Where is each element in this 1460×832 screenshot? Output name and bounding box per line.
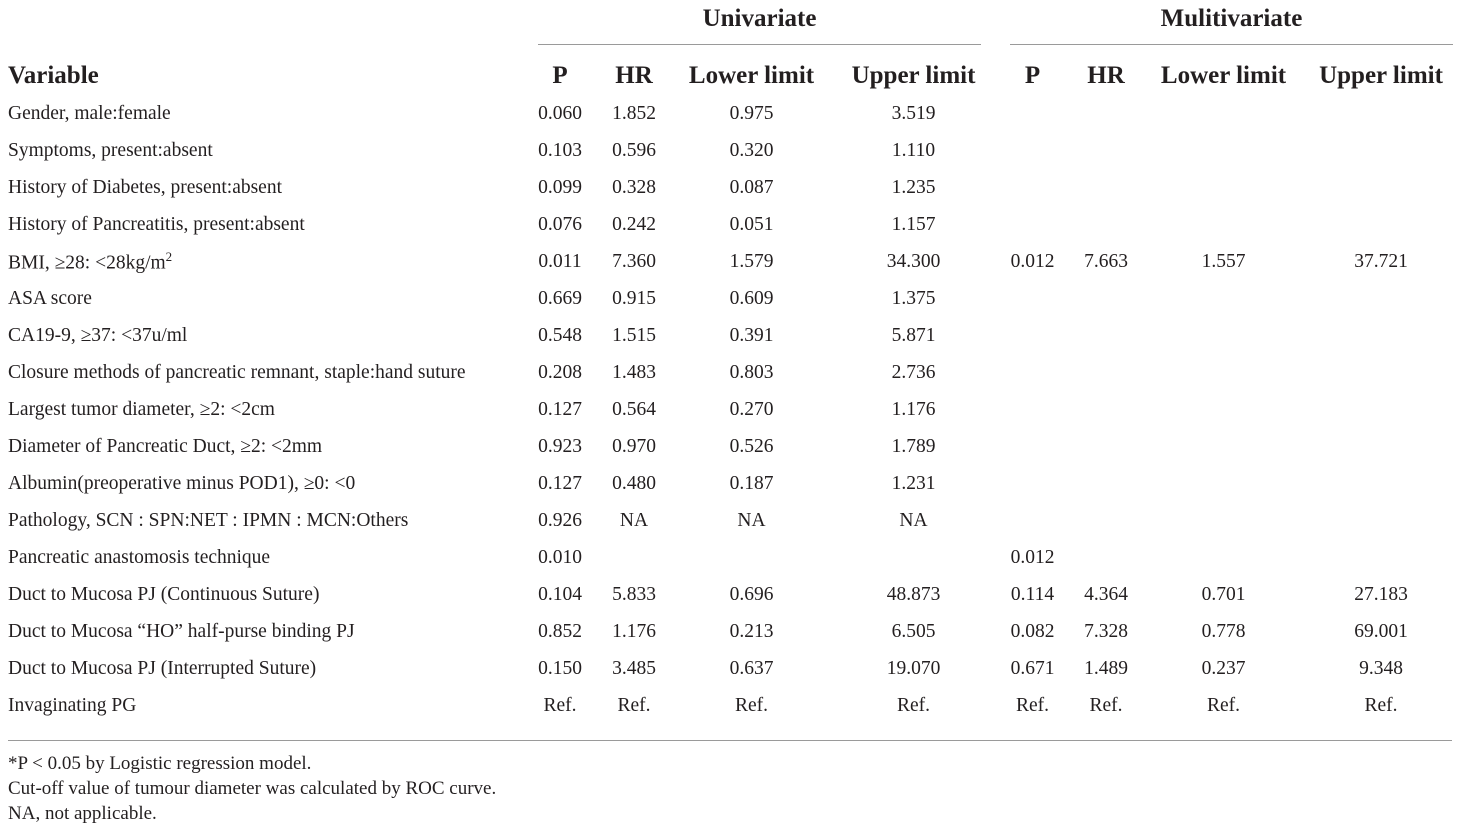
multivariate-p-cell [998,169,1067,206]
variable-label: Albumin(preoperative minus POD1), ≥0: <0 [8,472,356,494]
univariate-lower-cell: 0.803 [729,361,774,383]
footnote-significance: *P < 0.05 by Logistic regression model. [8,753,312,774]
table-body [0,95,1460,724]
table-bottom-rule [8,740,1452,741]
table-row [0,687,1460,724]
variable-cell [0,317,526,354]
univariate-hr-cell: 5.833 [612,583,656,605]
univariate-p-cell: 0.104 [538,583,582,605]
univariate-p-cell: 0.669 [538,287,582,309]
univariate-p-cell: 0.076 [538,213,582,235]
table-row [0,280,1460,317]
univariate-p-cell: 0.208 [538,361,582,383]
variable-cell [0,391,526,428]
multivariate-lower-cell [1145,354,1302,391]
header-variable: Variable [8,62,99,89]
footnote-na: NA, not applicable. [8,803,157,824]
variable-label: Closure methods of pancreatic remnant, staple:hand suture [8,361,466,383]
table-row [0,317,1460,354]
variable-cell [0,206,526,243]
multivariate-hr-cell: 4.364 [1084,583,1128,605]
superscript: 2 [165,248,173,264]
multivariate-p-cell: 0.012 [1010,546,1055,568]
multivariate-hr-cell [1067,169,1145,206]
univariate-lower-cell: 0.609 [729,287,774,309]
univariate-p-cell: 0.923 [538,435,582,457]
variable-label: Pancreatic anastomosis technique [8,546,271,568]
column-header-row [0,57,1460,95]
univariate-upper-cell: 1.789 [891,435,936,457]
multivariate-p-cell [998,317,1067,354]
variable-cell [0,428,526,465]
univariate-upper-cell [829,539,998,576]
multivariate-hr-cell [1067,391,1145,428]
multivariate-hr-cell: 7.328 [1084,620,1128,642]
multivariate-lower-cell [1145,317,1302,354]
univariate-hr-cell: 1.176 [612,620,656,642]
variable-cell [0,687,526,724]
variable-label: CA19-9, ≥37: <37u/ml [8,324,188,346]
table-row [0,428,1460,465]
univariate-upper-cell: 1.157 [891,213,936,235]
univariate-upper-cell: NA [899,509,928,531]
univariate-hr-cell: 1.483 [612,361,656,383]
table-row [0,132,1460,169]
multivariate-upper-cell [1302,280,1460,317]
univariate-rule [538,44,981,45]
variable-cell [0,465,526,502]
multivariate-lower-cell: Ref. [1206,694,1241,716]
univariate-upper-cell: 1.176 [891,398,936,420]
footnote-cutoff: Cut-off value of tumour diameter was calculated by ROC curve. [8,778,497,799]
univariate-lower-cell: 0.087 [729,176,774,198]
univariate-p-cell: 0.852 [538,620,582,642]
multivariate-upper-cell [1302,465,1460,502]
univariate-p-cell: 0.127 [538,472,582,494]
multivariate-upper-cell [1302,95,1460,132]
univariate-upper-cell: 1.375 [891,287,936,309]
univariate-upper-cell: 5.871 [891,324,936,346]
multivariate-lower-cell [1145,95,1302,132]
multivariate-lower-cell [1145,206,1302,243]
univariate-lower-cell [674,539,829,576]
univariate-upper-cell: 48.873 [886,583,941,605]
table-row [0,95,1460,132]
univariate-p-cell: Ref. [543,694,577,716]
univariate-hr-cell: 1.515 [612,324,656,346]
univariate-p-cell: 0.150 [538,657,582,679]
header-univariate-lower: Lower limit [688,62,815,89]
univariate-hr-cell: NA [619,509,649,531]
univariate-lower-cell: NA [737,509,766,531]
header-univariate-hr: HR [615,62,653,89]
univariate-upper-cell: 2.736 [891,361,936,383]
variable-label: Largest tumor diameter, ≥2: <2cm [8,398,275,420]
multivariate-hr-cell [1067,465,1145,502]
univariate-lower-cell: 0.187 [729,472,774,494]
header-multivariate-lower: Lower limit [1160,62,1287,89]
footnotes [8,751,496,826]
univariate-p-cell: 0.099 [538,176,582,198]
variable-cell [0,280,526,317]
multivariate-lower-cell [1145,169,1302,206]
header-multivariate-hr: HR [1087,62,1125,89]
variable-cell [0,243,526,280]
variable-cell [0,650,526,687]
univariate-upper-cell: 1.231 [891,472,936,494]
multivariate-lower-cell [1145,280,1302,317]
univariate-hr-cell: 1.852 [612,102,656,124]
univariate-hr-cell: 0.480 [612,472,656,494]
univariate-lower-cell: 0.213 [729,620,774,642]
multivariate-upper-cell: 27.183 [1354,583,1408,605]
multivariate-hr-cell [1067,502,1145,539]
multivariate-heading: Mulitivariate [1160,5,1303,32]
multivariate-lower-cell [1145,465,1302,502]
univariate-p-cell: 0.548 [538,324,582,346]
multivariate-p-cell: 0.082 [1010,620,1055,642]
univariate-upper-cell: 1.235 [891,176,936,198]
univariate-hr-cell: 0.564 [612,398,656,420]
univariate-hr-cell: 0.328 [612,176,656,198]
univariate-lower-cell: 1.579 [729,250,774,272]
multivariate-p-cell [998,502,1067,539]
variable-label: Invaginating PG [8,694,137,716]
univariate-heading: Univariate [702,5,817,32]
univariate-lower-cell: 0.051 [729,213,774,235]
multivariate-hr-cell: Ref. [1089,694,1123,716]
multivariate-hr-cell [1067,428,1145,465]
univariate-lower-cell: 0.637 [729,657,774,679]
variable-label: Duct to Mucosa “HO” half-purse binding PJ [8,620,355,642]
multivariate-p-cell: 0.671 [1010,657,1055,679]
univariate-lower-cell: 0.391 [729,324,774,346]
multivariate-lower-cell [1145,502,1302,539]
variable-cell [0,95,526,132]
multivariate-hr-cell [1067,206,1145,243]
variable-label: Gender, male:female [8,102,171,124]
multivariate-p-cell [998,391,1067,428]
multivariate-p-cell: 0.114 [1010,583,1055,605]
multivariate-hr-cell [1067,539,1145,576]
header-multivariate-p: P [1024,62,1041,89]
univariate-hr-cell: Ref. [617,694,651,716]
multivariate-p-cell [998,280,1067,317]
table-row [0,613,1460,650]
multivariate-hr-cell [1067,95,1145,132]
table-row [0,391,1460,428]
multivariate-upper-cell [1302,391,1460,428]
table-row [0,243,1460,280]
variable-label: Duct to Mucosa PJ (Interrupted Suture) [8,657,317,679]
multivariate-hr-cell [1067,317,1145,354]
header-multivariate-upper: Upper limit [1319,62,1443,89]
multivariate-upper-cell: 69.001 [1354,620,1408,642]
univariate-hr-cell: 0.242 [612,213,656,235]
variable-cell [0,354,526,391]
univariate-lower-cell: Ref. [734,694,769,716]
univariate-upper-cell: 6.505 [891,620,936,642]
multivariate-lower-cell: 0.778 [1201,620,1246,642]
variable-label: Pathology, SCN : SPN:NET : IPMN : MCN:Others [8,509,409,531]
table-row [0,539,1460,576]
univariate-p-cell: 0.103 [538,139,582,161]
univariate-upper-cell: 3.519 [891,102,936,124]
univariate-lower-cell: 0.526 [729,435,774,457]
univariate-lower-cell: 0.270 [729,398,774,420]
univariate-hr-cell: 7.360 [612,250,656,272]
multivariate-upper-cell [1302,317,1460,354]
variable-cell [0,132,526,169]
table-row [0,650,1460,687]
multivariate-p-cell [998,95,1067,132]
table-row [0,169,1460,206]
table-row [0,354,1460,391]
univariate-hr-cell: 0.915 [612,287,656,309]
multivariate-lower-cell [1145,539,1302,576]
variable-label: History of Diabetes, present:absent [8,176,283,198]
multivariate-lower-cell: 1.557 [1201,250,1246,272]
multivariate-upper-cell [1302,428,1460,465]
variable-label: Diameter of Pancreatic Duct, ≥2: <2mm [8,435,323,457]
multivariate-upper-cell [1302,206,1460,243]
multivariate-p-cell [998,428,1067,465]
multivariate-lower-cell: 0.701 [1201,583,1246,605]
univariate-lower-cell: 0.320 [729,139,774,161]
multivariate-hr-cell: 1.489 [1084,657,1128,679]
univariate-upper-cell: 34.300 [886,250,941,272]
multivariate-p-cell [998,465,1067,502]
univariate-hr-cell: 0.970 [612,435,656,457]
variable-cell [0,613,526,650]
variable-label: BMI, ≥28: <28kg/m [8,252,166,274]
univariate-lower-cell: 0.975 [729,102,774,124]
multivariate-upper-cell: Ref. [1364,694,1398,716]
univariate-hr-cell [594,539,674,576]
variable-label: ASA score [8,287,92,309]
multivariate-p-cell [998,354,1067,391]
multivariate-hr-cell [1067,132,1145,169]
multivariate-upper-cell: 9.348 [1359,657,1403,679]
univariate-p-cell: 0.060 [538,102,582,124]
multivariate-upper-cell [1302,502,1460,539]
variable-label: History of Pancreatitis, present:absent [8,213,305,235]
univariate-p-cell: 0.926 [538,509,582,531]
univariate-hr-cell: 3.485 [612,657,656,679]
univariate-p-cell: 0.127 [538,398,582,420]
multivariate-upper-cell [1302,354,1460,391]
table-row [0,206,1460,243]
multivariate-hr-cell [1067,354,1145,391]
multivariate-upper-cell: 37.721 [1354,250,1408,272]
univariate-hr-cell: 0.596 [612,139,656,161]
multivariate-hr-cell: 7.663 [1084,250,1128,272]
multivariate-p-cell [998,206,1067,243]
univariate-upper-cell: Ref. [896,694,931,716]
multivariate-lower-cell [1145,132,1302,169]
multivariate-upper-cell [1302,132,1460,169]
header-univariate-p: P [552,62,568,89]
multivariate-p-cell: Ref. [1015,694,1050,716]
variable-cell [0,502,526,539]
univariate-upper-cell: 19.070 [886,657,941,679]
multivariate-lower-cell: 0.237 [1201,657,1246,679]
multivariate-lower-cell [1145,391,1302,428]
header-univariate-upper: Upper limit [851,62,976,89]
univariate-lower-cell: 0.696 [729,583,774,605]
variable-cell [0,576,526,613]
multivariate-lower-cell [1145,428,1302,465]
table-row [0,465,1460,502]
multivariate-upper-cell [1302,169,1460,206]
table-row [0,502,1460,539]
multivariate-upper-cell [1302,539,1460,576]
regression-table [0,57,1460,724]
variable-cell [0,169,526,206]
univariate-p-cell: 0.010 [538,546,582,568]
multivariate-p-cell [998,132,1067,169]
variable-label: Symptoms, present:absent [8,139,213,161]
variable-label: Duct to Mucosa PJ (Continuous Suture) [8,583,320,605]
multivariate-hr-cell [1067,280,1145,317]
univariate-p-cell: 0.011 [538,250,582,272]
multivariate-rule [1010,44,1453,45]
variable-cell [0,539,526,576]
univariate-upper-cell: 1.110 [891,139,936,161]
multivariate-p-cell: 0.012 [1010,250,1055,272]
table-row [0,576,1460,613]
